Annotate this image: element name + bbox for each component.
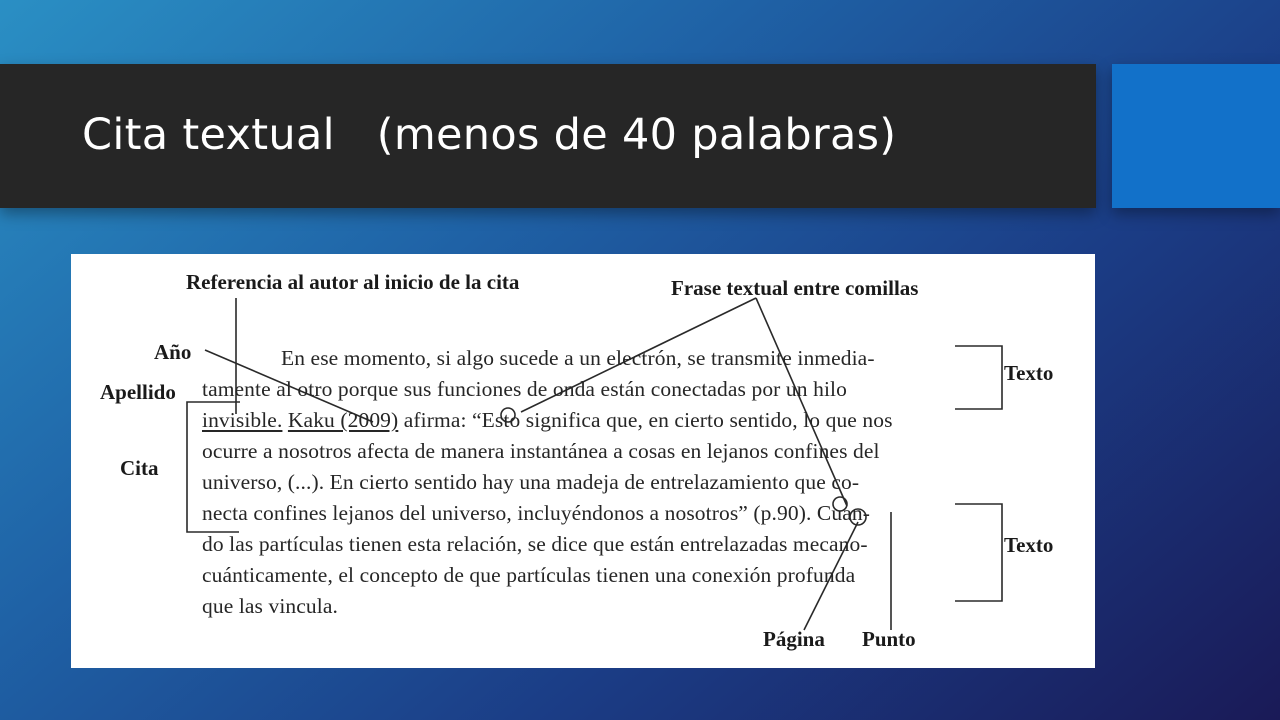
label-referencia: Referencia al autor al inicio de la cita: [186, 270, 520, 294]
paragraph-line-2: tamente al otro porque sus funciones de onda están conectadas por un hilo: [202, 377, 847, 401]
citation-figure: [71, 254, 1095, 668]
label-cita: Cita: [120, 456, 159, 480]
paragraph-line-3: [202, 408, 893, 433]
underlined-invisible: invisible.: [202, 408, 283, 432]
label-punto: Punto: [862, 627, 916, 651]
accent-box: [1112, 64, 1280, 208]
label-texto-bottom: Texto: [1004, 533, 1054, 557]
slide-title: Cita textual (menos de 40 palabras): [82, 110, 897, 160]
paragraph-line-8: cuánticamente, el concepto de que partículas tienen una conexión profunda: [202, 563, 856, 587]
paragraph-line-5: universo, (...). En cierto sentido hay una madeja de entrelazamiento que co-: [202, 470, 860, 494]
underlined-kaku-2009: Kaku (2009): [287, 408, 399, 432]
paragraph-line-7: do las partículas tienen esta relación, se dice que están entrelazadas mecano-: [202, 532, 868, 556]
label-texto-top: Texto: [1004, 361, 1054, 385]
paragraph-line-4: ocurre a nosotros afecta de manera instantánea a cosas en lejanos confines del: [202, 439, 880, 463]
label-apellido: Apellido: [100, 380, 176, 404]
label-anio: Año: [154, 340, 192, 364]
paragraph-line-3-rest: afirma: “Esto significa que, en cierto sentido, lo que nos: [398, 408, 893, 432]
label-pagina: Página: [763, 627, 825, 651]
texto-bracket-bottom: [955, 504, 1002, 601]
texto-bracket-top: [955, 346, 1002, 409]
paragraph-line-1: En ese momento, si algo sucede a un electrón, se transmite inmedia-: [281, 346, 875, 370]
title-bar: [0, 64, 1096, 208]
paragraph-line-6: necta confines lejanos del universo, incluyéndonos a nosotros” (p.90). Cuan-: [202, 501, 870, 525]
paragraph-line-9: que las vincula.: [202, 594, 338, 618]
label-frase: Frase textual entre comillas: [671, 276, 919, 300]
